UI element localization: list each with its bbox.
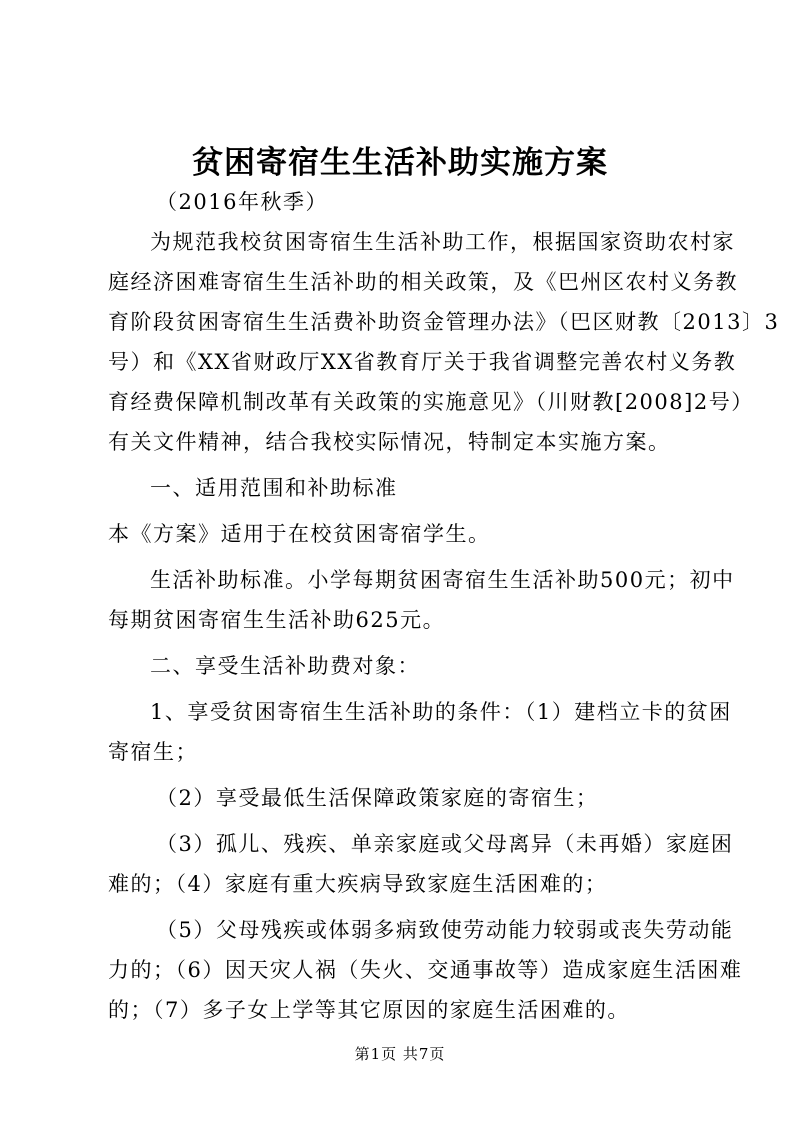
paragraph-line: （5）父母残疾或体弱多病致使劳动能力较弱或丧失劳动能 — [156, 918, 734, 942]
paragraph-line: 的；（7）多子女上学等其它原因的家庭生活困难的。 — [108, 998, 630, 1022]
paragraph-line: 育经费保障机制改革有关政策的实施意见》（川财教[2008]2号） — [108, 390, 754, 414]
section-heading: 一、适用范围和补助标准 — [150, 476, 398, 500]
document-body — [108, 182, 780, 1030]
paragraph-line: 1、享受贫困寄宿生生活补助的条件：（1）建档立卡的贫困 — [150, 700, 732, 724]
paragraph-line: 每期贫困寄宿生生活补助625元。 — [108, 608, 446, 632]
paragraph-line: 育阶段贫困寄宿生生活费补助资金管理办法》（巴区财教〔2013〕3 — [108, 310, 780, 334]
paragraph-line: （3）孤儿、残疾、单亲家庭或父母离异（未再婚）家庭困 — [156, 832, 734, 856]
paragraph-line: 难的；（4）家庭有重大疾病导致家庭生活困难的； — [108, 872, 608, 896]
term-line: （2016年秋季） — [156, 190, 328, 214]
paragraph-line: 生活补助标准。小学每期贫困寄宿生生活补助500元；初中 — [150, 568, 735, 592]
document-title: 贫困寄宿生生活补助实施方案 — [192, 145, 608, 181]
section-heading: 二、享受生活补助费对象： — [150, 654, 420, 678]
paragraph-line: （2）享受最低生活保障政策家庭的寄宿生； — [156, 786, 599, 810]
paragraph-line: 有关文件精神，结合我校实际情况，特制定本实施方案。 — [108, 430, 671, 454]
paragraph-line: 本《方案》适用于在校贫困寄宿学生。 — [108, 522, 491, 546]
paragraph-line: 寄宿生； — [108, 740, 198, 764]
paragraph-line: 力的；（6）因天灾人祸（失火、交通事故等）造成家庭生活困难 — [108, 958, 743, 982]
paragraph-line: 为规范我校贫困寄宿生生活补助工作，根据国家资助农村家 — [150, 230, 735, 254]
paragraph-line: 庭经济困难寄宿生生活补助的相关政策，及《巴州区农村义务教 — [108, 270, 738, 294]
paragraph-line: 号）和《XX省财政厅XX省教育厅关于我省调整完善农村义务教 — [108, 350, 737, 374]
page-number-footer: 第1页 共7页 — [354, 1045, 446, 1063]
